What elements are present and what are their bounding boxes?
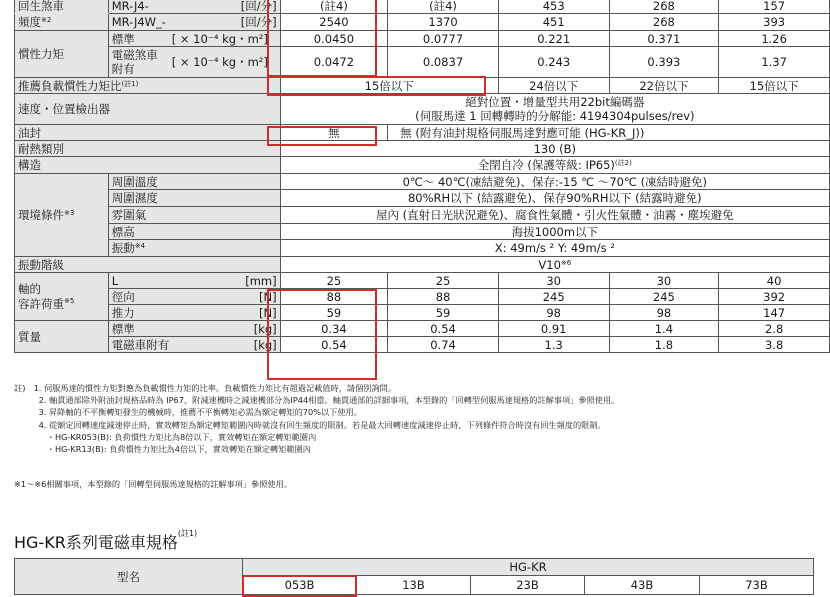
- cell: 2.8: [719, 321, 830, 337]
- model-cell: 23B: [471, 576, 585, 595]
- cell: 22倍以下: [609, 78, 719, 94]
- cell: 1.37: [719, 47, 830, 78]
- env-row: [15, 207, 830, 224]
- brake-label: 電磁煞車: [111, 48, 158, 62]
- cell: 1370: [388, 14, 499, 31]
- attached-label: 附有: [111, 62, 135, 76]
- inertia-label: 慣性力矩: [15, 31, 109, 78]
- cell: 無: [280, 125, 388, 141]
- env-item-label: 雰圍氣: [108, 207, 280, 224]
- note-mark: (註1): [177, 529, 198, 538]
- amp-label: MR-J4-: [111, 0, 149, 13]
- spec-table: [14, 0, 830, 353]
- load-row: [15, 273, 830, 289]
- structure-label: 構造: [15, 157, 281, 174]
- env-label: 環境條件: [18, 208, 64, 222]
- cell: 245: [498, 289, 609, 305]
- inertia-row-brake: [15, 47, 830, 78]
- cell: 130 (B): [280, 141, 829, 157]
- cell: 3.8: [719, 337, 830, 353]
- structure-row: [15, 157, 830, 174]
- cell: 屋內 (直射日光狀況避免)、腐食性氣體・引火性氣體・油霧・塵埃避免: [280, 207, 829, 224]
- unit: [ × 10⁻⁴ kg・m²]: [171, 31, 268, 46]
- cell: (註4): [388, 0, 499, 14]
- cell: 147: [719, 305, 830, 321]
- env-row: [15, 240, 830, 257]
- cell: 全閉自冷 (保護等級: IP65): [477, 158, 615, 172]
- mass-item-label: 標準: [111, 321, 135, 336]
- brake-table: [14, 558, 814, 595]
- brake-title-text: HG-KR系列電磁車規格: [14, 533, 178, 552]
- load-label: 軸的: [18, 281, 41, 296]
- cell: 0.0837: [388, 47, 499, 78]
- unit: [N]: [259, 305, 277, 320]
- notes: [14, 382, 619, 455]
- encoder-resolution: (伺服馬達 1 回轉轉時的分解能: 4194304pulses/rev): [415, 109, 695, 123]
- cell: 451: [498, 14, 609, 31]
- unit: [kg]: [253, 337, 277, 352]
- env-row: [15, 190, 830, 207]
- note-line: 2. 軸貫通部除外附油封規格品時為 IP67、附減速機時之減速機部分為IP44相當。軸貫通部的詳細事項，本型錄的「回轉型伺服馬達規格的註解事項」參照使用。: [14, 395, 620, 406]
- load-inertia-label: 推薦負載慣性力矩比: [18, 78, 122, 93]
- cell: 157: [719, 0, 830, 14]
- cell: X: 49m/s ² Y: 49m/s ²: [280, 240, 829, 257]
- note-line: 4. 從額定回轉速度減速停止時，實效轉矩為額定轉矩範圍內時就沒有回生頻度的限制。若是最大回轉速度減速停止時，下列條件符合時沒有回生頻度的限制。: [14, 419, 606, 430]
- cell: 98: [609, 305, 719, 321]
- cell: 59: [388, 305, 499, 321]
- note-line: ・HG-KR13(B): 負荷慣性力矩比為4倍以下，實效轉矩在額定轉矩範圍內: [14, 444, 311, 455]
- cell: 453: [498, 0, 609, 14]
- note-mark: (註2): [614, 159, 632, 167]
- cell: 393: [719, 14, 830, 31]
- model-cell: 43B: [585, 576, 700, 595]
- cell: 0.54: [280, 337, 388, 353]
- encoder-label: 速度・位置檢出器: [15, 94, 281, 125]
- cell: 海拔1000m以下: [280, 224, 829, 240]
- encoder-row: [15, 94, 830, 125]
- cell: 30: [609, 273, 719, 289]
- env-item-label: 標高: [108, 224, 280, 240]
- unit: [N]: [259, 289, 277, 304]
- cell: 0.393: [609, 47, 719, 78]
- cell: 268: [609, 0, 719, 14]
- brake-section-title: [14, 530, 197, 553]
- std-label: 標準: [111, 31, 135, 46]
- env-item-label: 振動: [111, 241, 135, 255]
- cell: (註4): [280, 0, 388, 14]
- encoder-value: 絕對位置・增量型共用22bit編碼器: [465, 95, 645, 109]
- cell: 1.4: [609, 321, 719, 337]
- cell: 24倍以下: [498, 78, 609, 94]
- load-item-label: 推力: [111, 305, 135, 320]
- note-line: 註) 1. 伺服馬達的慣性力矩對應為負載慣性力矩的比率。負載慣性力矩比有超過記載值時，請個別詢問。: [14, 383, 397, 393]
- cell: 0.74: [388, 337, 499, 353]
- cell: 2540: [280, 14, 388, 31]
- oil-seal-label: 油封: [15, 125, 281, 141]
- cell: 59: [280, 305, 388, 321]
- vibration-class-row: [15, 257, 830, 273]
- footnote: ※1～※6相關事項，本型錄的「回轉型伺服馬達規格的註解事項」參照使用。: [14, 479, 292, 489]
- load-row: [15, 305, 830, 321]
- unit: [ × 10⁻⁴ kg・m²]: [171, 55, 268, 69]
- unit: [mm]: [245, 273, 277, 288]
- note-mark: ※3: [64, 209, 75, 217]
- heat-class-label: 耐熱類別: [15, 141, 281, 157]
- heat-class-row: [15, 141, 830, 157]
- vibration-class-label: 振動階級: [15, 257, 281, 273]
- model-cell: 73B: [700, 576, 814, 595]
- series-header: HG-KR: [243, 559, 814, 576]
- cell: 1.26: [719, 31, 830, 47]
- model-cell: 13B: [357, 576, 471, 595]
- amp-label: MR-J4W_-: [111, 15, 166, 29]
- cell: 0.34: [280, 321, 388, 337]
- mass-item-label: 電磁車附有: [111, 337, 170, 352]
- cell: 1.3: [498, 337, 609, 353]
- cell: 0.0450: [280, 31, 388, 47]
- env-row: [15, 224, 830, 240]
- cell: 15倍以下: [280, 78, 498, 94]
- cell: 0.243: [498, 47, 609, 78]
- cell: 0.0777: [388, 31, 499, 47]
- cell: 0℃～ 40℃(凍結避免)、保存:-15 ℃ ～70℃ (凍結時避免): [280, 174, 829, 190]
- env-item-label: 周圍濕度: [108, 190, 280, 207]
- cell: 88: [280, 289, 388, 305]
- inertia-row-std: [15, 31, 830, 47]
- load-item-label: 徑向: [111, 289, 135, 304]
- model-cell: 053B: [243, 576, 357, 595]
- cell: 268: [609, 14, 719, 31]
- load-label-2: 容許荷重: [18, 296, 64, 311]
- env-row: [15, 174, 830, 190]
- load-row: [15, 289, 830, 305]
- model-label: 型名: [15, 559, 243, 595]
- note-line: 3. 昇降軸的不平衡轉矩發生的機械時，推薦不平衡轉矩必需為額定轉矩的70%以下使用。: [14, 407, 362, 418]
- cell: 0.221: [498, 31, 609, 47]
- cell: 80%RH以下 (結露避免)、保存90%RH以下 (結露時避免): [280, 190, 829, 207]
- cell: 98: [498, 305, 609, 321]
- env-item-label: 周圍溫度: [108, 174, 280, 190]
- cell: 0.371: [609, 31, 719, 47]
- load-inertia-row: [15, 78, 830, 94]
- mass-row: [15, 337, 830, 353]
- cell: V10: [538, 257, 561, 272]
- mass-row: [15, 321, 830, 337]
- cell: 0.0472: [280, 47, 388, 78]
- note-mark: ※5: [64, 296, 75, 305]
- note-mark: ※6: [560, 258, 572, 267]
- cell: 245: [609, 289, 719, 305]
- cell: 15倍以下: [719, 78, 830, 94]
- note-mark: (註1): [121, 79, 139, 88]
- unit: [回/分]: [240, 0, 277, 13]
- regen-row-2: [15, 14, 830, 31]
- unit: [kg]: [253, 321, 277, 336]
- note-mark: ※2: [41, 16, 52, 24]
- load-item-label: L: [111, 273, 119, 288]
- cell: 無 (附有油封規格伺服馬達對應可能 (HG-KR_J)): [388, 125, 830, 141]
- oil-seal-row: [15, 125, 830, 141]
- regen-label: 回生煞車: [15, 0, 109, 14]
- mass-label: 質量: [15, 321, 109, 353]
- note-line: ・HG-KR053(B): 負荷慣性力矩比為8倍以下，實效轉矩在額定轉矩範圍內: [14, 431, 317, 442]
- cell: 30: [498, 273, 609, 289]
- cell: 0.54: [388, 321, 499, 337]
- unit: [回/分]: [240, 15, 277, 29]
- cell: 25: [280, 273, 388, 289]
- cell: 1.8: [609, 337, 719, 353]
- freq-label: 頻度: [18, 15, 41, 29]
- cell: 40: [719, 273, 830, 289]
- cell: 0.91: [498, 321, 609, 337]
- regen-row-1: [15, 0, 830, 14]
- cell: 392: [719, 289, 830, 305]
- cell: 88: [388, 289, 499, 305]
- cell: 25: [388, 273, 499, 289]
- note-mark: ※4: [134, 242, 146, 250]
